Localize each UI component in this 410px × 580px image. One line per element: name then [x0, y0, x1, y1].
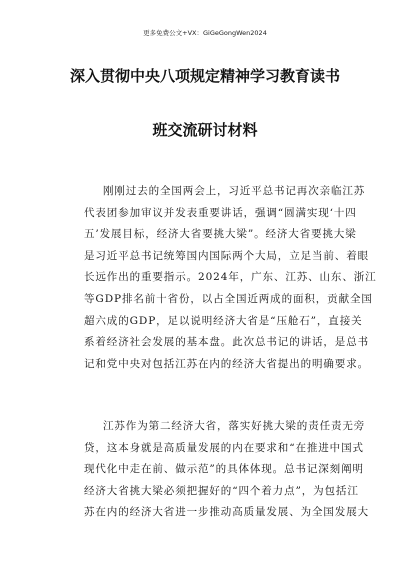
- paragraph-line: 苏在内的经济大省进一步推动高质量发展、为全国发展大: [84, 506, 369, 519]
- paragraph-1: [84, 181, 377, 375]
- paragraph-line: 江苏作为第二经济大省，落实好挑大梁的责任责无旁: [103, 420, 366, 432]
- paragraph-2: [84, 416, 369, 524]
- paragraph-line: 经济大省挑大梁必须把握好的“四个着力点”，为包括江: [84, 484, 359, 497]
- paragraph-line: 记和党中央对包括江苏在内的经济大省提出的明确要求。: [84, 357, 369, 370]
- header-note: 更多免费公文+VX：GiGeGongWen2024: [143, 29, 267, 37]
- paragraph-line: 现代化中走在前、做示范”的具体体现。总书记深刻阐明: [84, 463, 364, 476]
- paragraph-line: 等GDP排名前十省份，以占全国近两成的面积，贡献全国: [84, 292, 373, 305]
- document-title-line-2: 班交流研讨材料: [152, 121, 258, 139]
- paragraph-line: 超六成的GDP，足以说明经济大省是“压舱石”，直接关: [84, 314, 363, 327]
- paragraph-line: 贷，这本身就是高质量发展的内在要求和“在推进中国式: [84, 441, 364, 454]
- paragraph-line: 代表团参加审议并发表重要讲话，强调“圆满实现‘十四: [84, 206, 357, 219]
- paragraph-line: 刚刚过去的全国两会上，习近平总书记再次亲临江苏: [103, 185, 366, 197]
- paragraph-line: 是习近平总书记统筹国内国际两个大局，立足当前、着眼: [84, 249, 369, 262]
- paragraph-line: 长远作出的重要指示。2024年，广东、江苏、山东、浙江: [84, 271, 377, 284]
- paragraph-line: 系着经济社会发展的基本盘。此次总书记的讲话，是总书: [84, 336, 369, 349]
- paragraph-line: 五’发展目标，经济大省要挑大梁”。经济大省要挑大梁: [84, 228, 357, 241]
- document-title-line-1: 深入贯彻中央八项规定精神学习教育读书: [69, 67, 340, 85]
